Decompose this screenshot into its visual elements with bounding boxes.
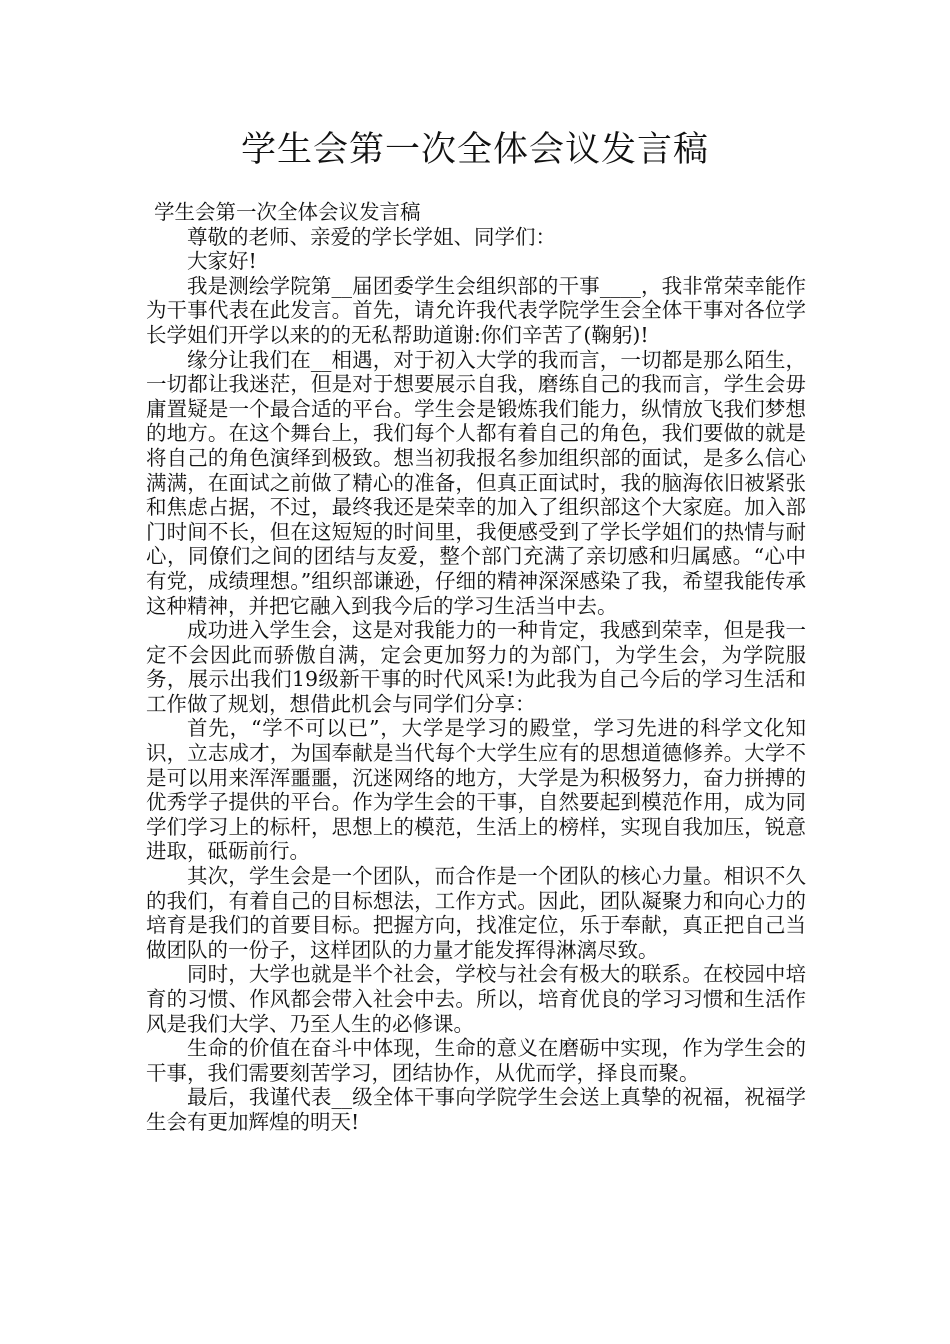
page-title: 学生会第一次全体会议发言稿 — [240, 130, 709, 170]
paragraph-greeting: 大家好! — [187, 249, 257, 274]
paragraph-first-plan: 首先，“学不可以已”，大学是学习的殿堂，学习先进的科学文化知识，立志成才，为国奉献是当代每个大学生应有的思想道德修养。大学不是可以用来浑浑噩噩，沉迷网络的地方，大学是为积极努力，奋力拼搏的优秀学子提供的平台。作为学生会的干事，自然要起到模范作用，成为同学们学习上的标杆，思想上的模范，生活上的榜样，实现自我加压，锐意进取，砥砺前行。 — [146, 716, 806, 864]
document-subtitle: 学生会第一次全体会议发言稿 — [154, 200, 421, 224]
paragraph-values: 生命的价值在奋斗中体现，生命的意义在磨砺中实现，作为学生会的干事，我们需要刻苦学习，团结协作，从优而学，择良而聚。 — [146, 1036, 806, 1085]
paragraph-salutation: 尊敬的老师、亲爱的学长学姐、同学们： — [187, 224, 556, 249]
paragraph-third-plan: 同时，大学也就是半个社会，学校与社会有极大的联系。在校园中培育的习惯、作风都会带入社会中去。所以，培育优良的学习习惯和生活作风是我们大学、乃至人生的必修课。 — [146, 962, 806, 1036]
paragraph-closing: 最后，我谨代表__级全体干事向学院学生会送上真挚的祝福，祝福学生会有更加辉煌的明天! — [146, 1085, 806, 1134]
paragraph-introduction: 我是测绘学院第__届团委学生会组织部的干事____，我非常荣幸能作为干事代表在此发言。首先，请允许我代表学院学生会全体干事对各位学长学姐们开学以来的的无私帮助道谢:你们辛苦了(鞠躬)! — [146, 273, 806, 347]
paragraph-experience: 缘分让我们在__相遇，对于初入大学的我而言，一切都是那么陌生，一切都让我迷茫，但是对于想要展示自我，磨练自己的我而言，学生会毋庸置疑是一个最合适的平台。学生会是锻炼我们能力，纵情放飞我们梦想的地方。在这个舞台上，我们每个人都有着自己的角色，我们要做的就是将自己的角色演绎到极致。想当初我报名参加组织部的面试，是多么信心满满，在面试之前做了精心的准备，但真正面试时，我的脑海依旧被紧张和焦虑占据，不过，最终我还是荣幸的加入了组织部这个大家庭。加入部门时间不长，但在这短短的时间里，我便感受到了学长学姐们的热情与耐心，同僚们之间的团结与友爱，整个部门充满了亲切感和归属感。“心中有党，成绩理想。”组织部谦逊，仔细的精神深深感染了我，希望我能传承这种精神，并把它融入到我今后的学习生活当中去。 — [146, 347, 806, 618]
paragraph-second-plan: 其次，学生会是一个团队，而合作是一个团队的核心力量。相识不久的我们，有着自己的目标想法，工作方式。因此，团队凝聚力和向心力的培育是我们的首要目标。把握方向，找准定位，乐于奉献，真正把自己当做团队的一份子，这样团队的力量才能发挥得淋漓尽致。 — [146, 864, 806, 962]
document-body — [146, 200, 806, 1135]
paragraph-commitment: 成功进入学生会，这是对我能力的一种肯定，我感到荣幸，但是我一定不会因此而骄傲自满，定会更加努力的为部门，为学生会，为学院服务，展示出我们19级新干事的时代风采!为此我为自己今后的学习生活和工作做了规划，想借此机会与同学们分享： — [146, 618, 806, 716]
